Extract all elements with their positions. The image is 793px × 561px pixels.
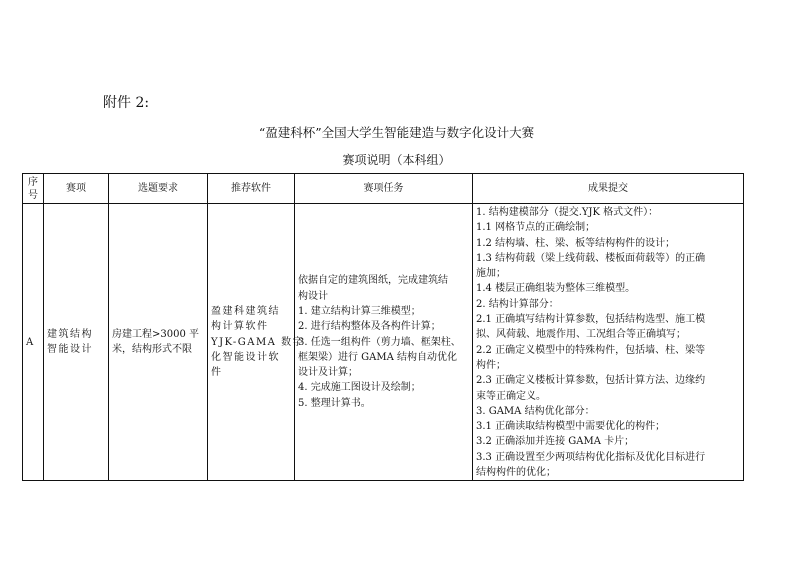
cell-line: 2. 结构计算部分： <box>476 298 559 310</box>
cell-line: 1.2 结构墙、柱、梁、板等结构构件的设计； <box>476 237 676 249</box>
cell-line: 3.2 正确添加并连接 GAMA 卡片； <box>476 436 635 448</box>
cell-line: 2. 进行结构整体及各构件计算； <box>298 321 441 333</box>
cell-line: 2.2 正确定义模型中的特殊构件，包括墙、柱、梁等 <box>476 344 706 356</box>
cell-line: 框架梁）进行 GAMA 结构自动优化 <box>298 351 458 363</box>
cell-line: 4. 完成施工图设计及绘制； <box>298 382 421 394</box>
table-header-row <box>23 174 744 204</box>
cell-tasks <box>295 204 473 481</box>
cell-line: 智能设计 <box>47 344 93 356</box>
cell-requirement <box>109 204 208 481</box>
cell-line: 1.3 结构荷载（梁上线荷载、楼板面荷载等）的正确 <box>476 252 706 264</box>
cell-line: 件 <box>211 367 223 379</box>
header-event: 赛项 <box>44 174 109 204</box>
document-title: “盈建科杯”全国大学生智能建造与数字化设计大赛 <box>258 125 535 140</box>
cell-line: 构件； <box>476 359 506 371</box>
cell-line: 3. 任选一组构件（剪力墙、框架柱、 <box>298 336 461 348</box>
header-tasks: 赛项任务 <box>295 174 473 204</box>
cell-line: 房建工程>3000 平 <box>112 328 200 340</box>
header-deliverables: 成果提交 <box>473 174 744 204</box>
header-requirement: 选题要求 <box>109 174 208 204</box>
document-subtitle: 赛项说明（本科组） <box>342 153 451 167</box>
cell-line: 3.3 正确设置至少两项结构优化指标及优化目标进行 <box>476 451 706 463</box>
header-index: 序号 <box>23 174 44 204</box>
cell-line: 米，结构形式不限 <box>112 344 192 356</box>
cell-line: 拟、风荷载、地震作用、工况组合等正确填写； <box>476 329 686 341</box>
cell-line: 3.1 正确读取结构模型中需要优化的构件； <box>476 421 666 433</box>
cell-line: 1. 结构建模部分（提交.YJK 格式文件）： <box>476 207 659 218</box>
cell-line: 2.1 正确填写结构计算参数，包括结构选型、施工模 <box>476 314 706 326</box>
cell-line: YJK-GAMA 数字 <box>211 336 305 348</box>
cell-line: 盈建科建筑结 <box>211 305 280 317</box>
cell-deliverables <box>473 204 744 481</box>
cell-line: 5. 整理计算书。 <box>298 397 371 409</box>
cell-software <box>208 204 305 481</box>
cell-line: 依据自定的建筑图纸，完成建筑结 <box>298 275 448 287</box>
competition-table <box>22 173 744 481</box>
cell-line: 1. 建立结构计算三维模型； <box>298 305 421 317</box>
cell-line: 结构构件的优化； <box>476 467 556 479</box>
cell-line: 建筑结构 <box>47 328 93 340</box>
cell-line: 施加； <box>476 268 506 280</box>
cell-line: 构设计 <box>298 290 328 302</box>
cell-index: A <box>23 204 44 481</box>
cell-line: 3. GAMA 结构优化部分： <box>476 405 595 417</box>
cell-line: 1.1 网格节点的正确绘制； <box>476 222 596 234</box>
cell-line: 2.3 正确定义楼板计算参数，包括计算方法、边缘约 <box>476 375 706 387</box>
cell-line: 化智能设计软 <box>211 351 280 363</box>
annex-label: 附件 2: <box>103 95 150 111</box>
cell-line: 设计及计算； <box>298 367 358 379</box>
cell-line: 构计算软件 <box>211 321 269 333</box>
header-software: 推荐软件 <box>208 174 295 204</box>
cell-line: 束等正确定义。 <box>476 390 546 402</box>
table-row <box>23 204 744 481</box>
cell-event <box>44 204 109 481</box>
cell-line: 1.4 楼层正确组装为整体三维模型。 <box>476 283 636 295</box>
